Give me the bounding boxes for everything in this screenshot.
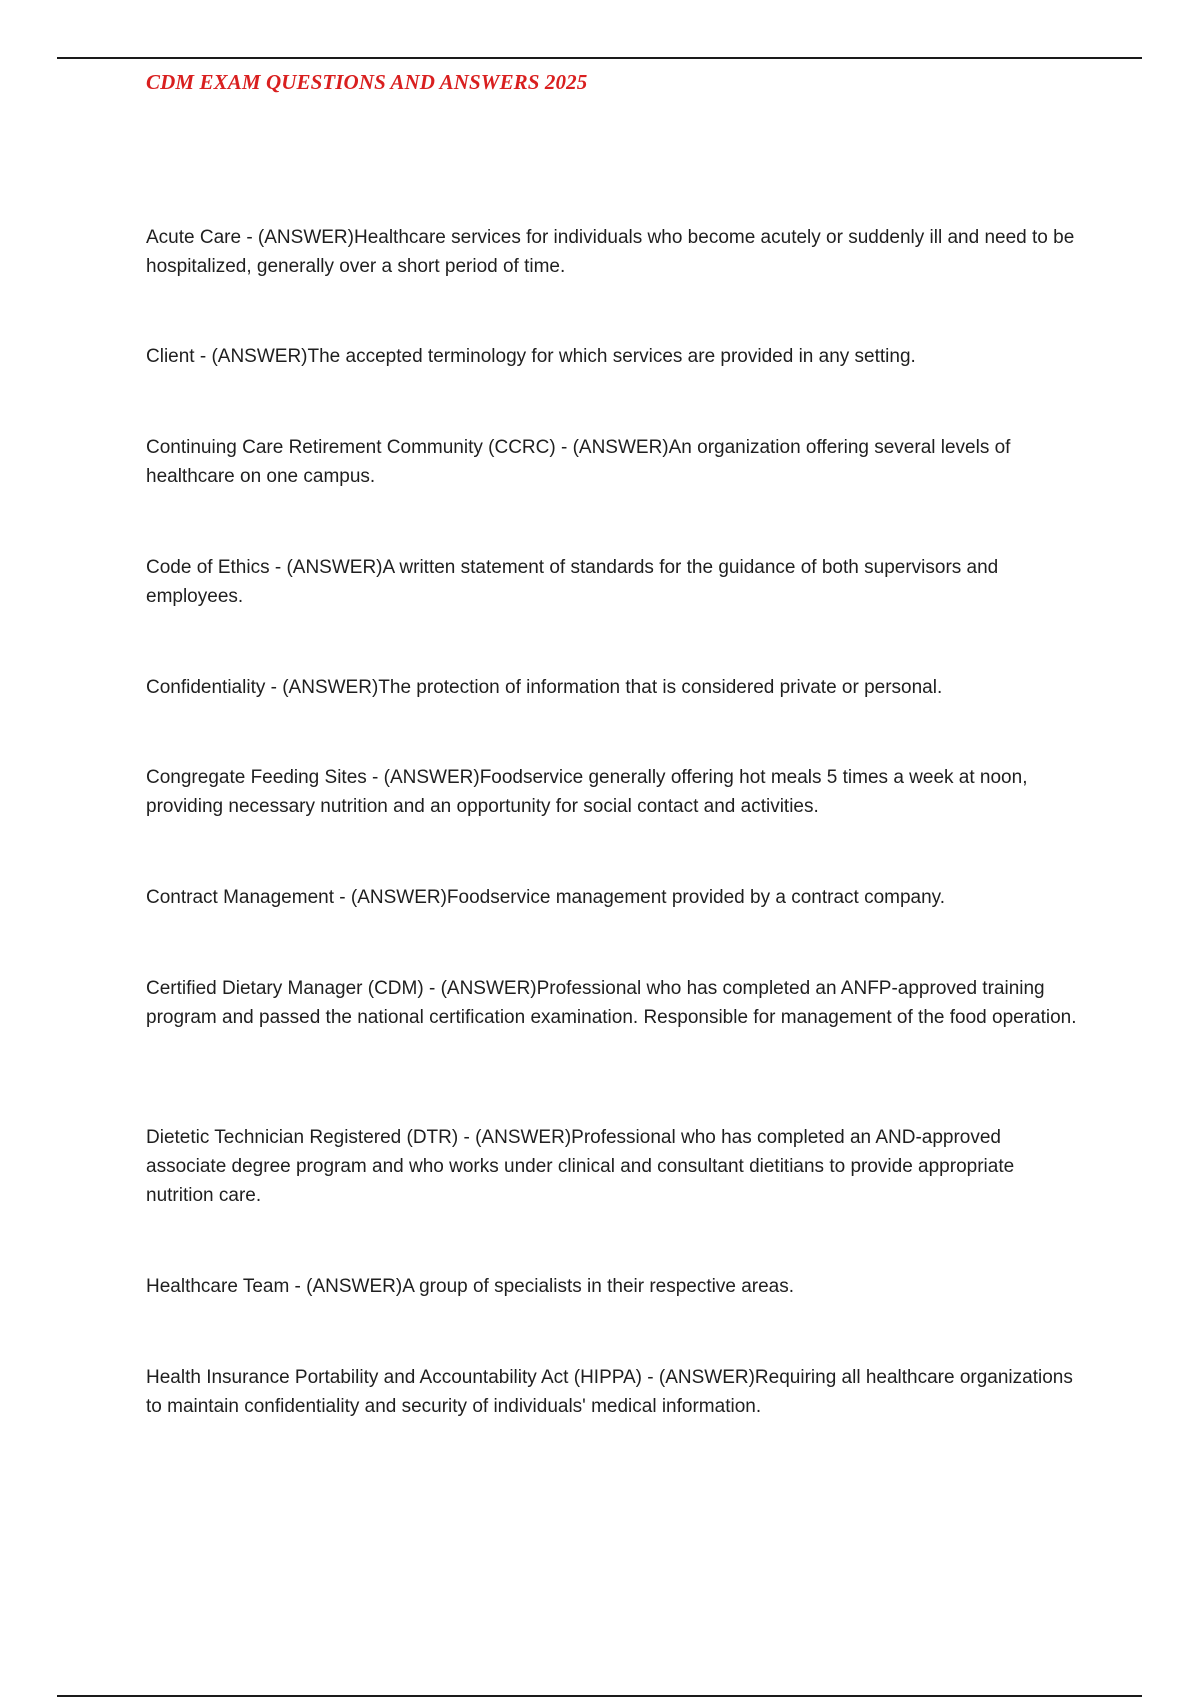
definition-entry-hipaa: Health Insurance Portability and Accountability Act (HIPPA) - (ANSWER)Requiring all healthcare organizations to maintain confidentiality and security of individuals' medical information. — [146, 1367, 1073, 1417]
definition-entry-client: Client - (ANSWER)The accepted terminology for which services are provided in any setting. — [146, 346, 916, 367]
definition-entry-contract-management: Contract Management - (ANSWER)Foodservice management provided by a contract company. — [146, 887, 946, 908]
definition-entry-ccrc: Continuing Care Retirement Community (CCRC) - (ANSWER)An organization offering several levels of healthcare on one campus. — [146, 437, 1011, 487]
definition-entry-dtr: Dietetic Technician Registered (DTR) - (ANSWER)Professional who has completed an AND-approved associate degree program and who works under clinical and consultant dietitians to provide appropriate nutrition care. — [146, 1127, 1015, 1206]
definition-entry-code-of-ethics: Code of Ethics - (ANSWER)A written statement of standards for the guidance of both supervisors and employees. — [146, 557, 999, 607]
definition-entry-congregate-feeding-sites: Congregate Feeding Sites - (ANSWER)Foodservice generally offering hot meals 5 times a week at noon, providing necessary nutrition and an opportunity for social contact and activities. — [146, 767, 1028, 817]
definition-entry-cdm: Certified Dietary Manager (CDM) - (ANSWER)Professional who has completed an ANFP-approved training program and passed the national certification examination. Responsible for management of the food operation. — [146, 978, 1077, 1028]
header-divider — [57, 57, 1142, 59]
definition-entry-confidentiality: Confidentiality - (ANSWER)The protection of information that is considered private or personal. — [146, 677, 943, 698]
definition-entry-healthcare-team: Healthcare Team - (ANSWER)A group of specialists in their respective areas. — [146, 1276, 795, 1297]
footer-divider — [57, 1695, 1142, 1697]
document-title: CDM EXAM QUESTIONS AND ANSWERS 2025 — [146, 70, 588, 94]
definition-entry-acute-care: Acute Care - (ANSWER)Healthcare services for individuals who become acutely or suddenly ill and need to be hospitalized, generally over a short period of time. — [146, 227, 1075, 277]
